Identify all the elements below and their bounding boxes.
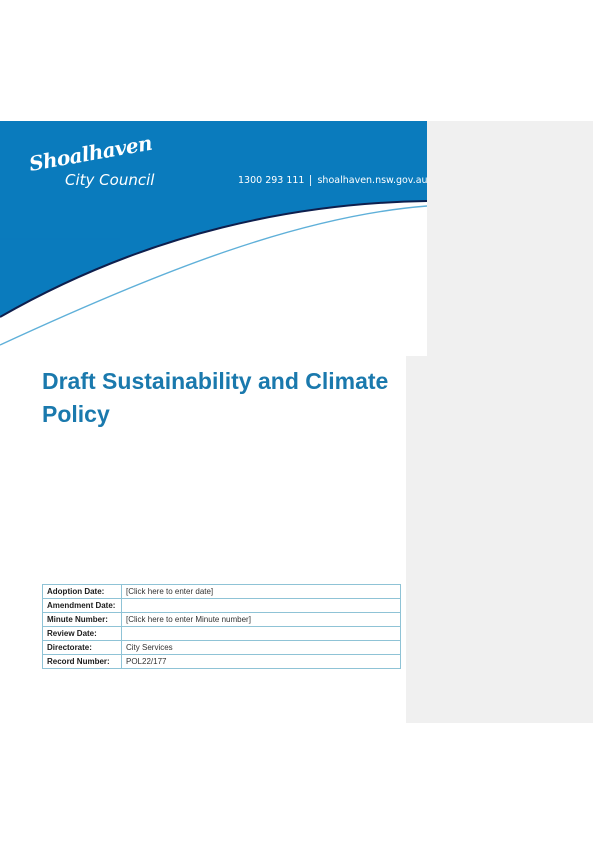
document-title: Draft Sustainability and Climate Policy [42,368,389,427]
table-row [43,585,401,599]
row-label: Review Date: [43,627,122,641]
row-label: Directorate: [43,641,122,655]
logo-wordmark-shoalhaven: Shoalhaven [27,130,154,176]
table-row [43,613,401,627]
right-grey-panel-upper [427,121,593,356]
right-grey-panel-lower [406,356,593,723]
contact-info [238,175,428,186]
row-label: Record Number: [43,655,122,669]
contact-divider [310,175,311,186]
policy-metadata-table [42,584,401,669]
logo-wordmark-city-council: City Council [65,171,155,189]
table-row [43,655,401,669]
table-row [43,599,401,613]
row-label: Adoption Date: [43,585,122,599]
directorate-value: City Services [122,641,401,655]
phone-number: 1300 293 111 [238,175,305,186]
website-url: shoalhaven.nsw.gov.au [317,175,428,186]
row-label: Minute Number: [43,613,122,627]
review-date-field[interactable] [122,627,401,641]
record-number-value: POL22/177 [122,655,401,669]
table-row [43,641,401,655]
council-logo [27,130,155,189]
adoption-date-field[interactable]: [Click here to enter date] [122,585,401,599]
row-label: Amendment Date: [43,599,122,613]
table-row [43,627,401,641]
minute-number-field[interactable]: [Click here to enter Minute number] [122,613,401,627]
amendment-date-field[interactable] [122,599,401,613]
